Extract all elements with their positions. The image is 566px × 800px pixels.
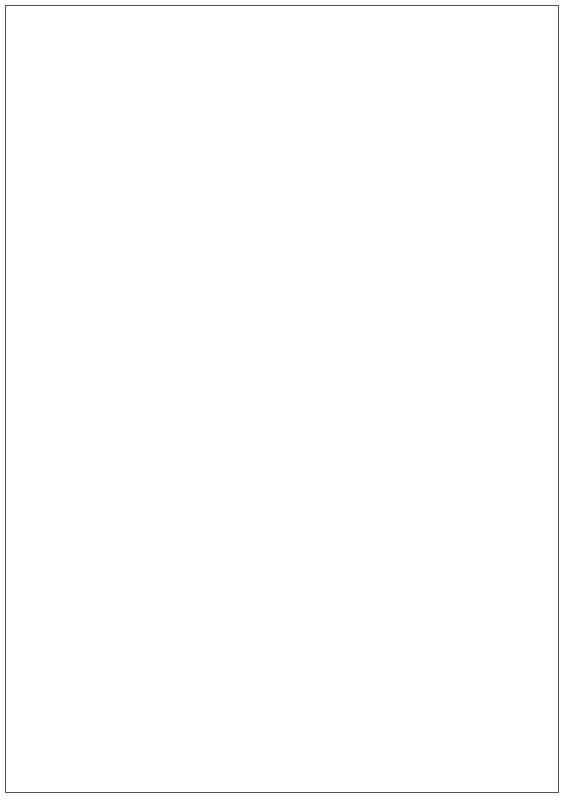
toc-heading-workbook	[66, 114, 490, 131]
document-page	[5, 5, 559, 793]
footer-right	[544, 780, 550, 789]
table-of-contents	[66, 109, 490, 137]
